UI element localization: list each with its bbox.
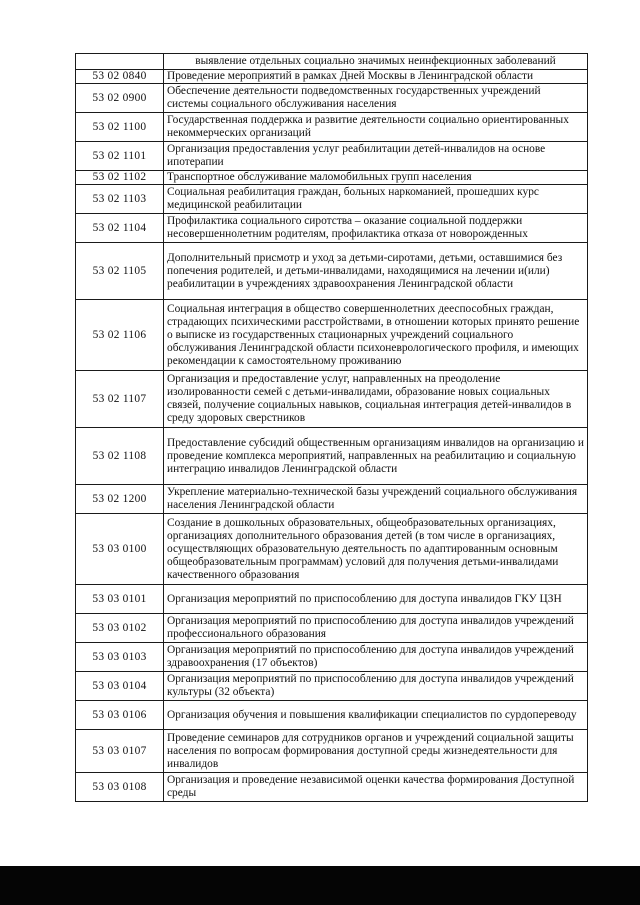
row-code: 53 02 1105 [76, 243, 164, 300]
table-row [76, 214, 588, 243]
row-code: 53 02 1100 [76, 113, 164, 142]
row-code: 53 02 1106 [76, 300, 164, 371]
row-code: 53 02 1107 [76, 371, 164, 428]
table-row [76, 614, 588, 643]
row-description: Организация предоставления услуг реабилитации детей-инвалидов на основе ипотерапии [164, 142, 588, 171]
row-description: Организация мероприятий по приспособлению для доступа инвалидов учреждений профессионального образования [164, 614, 588, 643]
table-row [76, 243, 588, 300]
table-row [76, 84, 588, 113]
row-description: Создание в дошкольных образовательных, общеобразовательных организациях, организациях дополнительного образования детей (в том числе в организациях, осуществляющих образовательную деятельность по адаптированным основным общеобразовательным программам) условий для получения детьми-инвалидами качественного образования [164, 514, 588, 585]
row-description: Дополнительный присмотр и уход за детьми-сиротами, детьми, оставшимися без попечения родителей, и детьми-инвалидами, находящимися на лечении и(или) реабилитации в учреждениях здравоохранения Ленинградской области [164, 243, 588, 300]
row-description: Организация и предоставление услуг, направленных на преодоление изолированности семей с детьми-инвалидами, образование новых социальных связей, получение социальных навыков, социальная интеграция детей-инвалидов в среду здоровых сверстников [164, 371, 588, 428]
row-code: 53 03 0106 [76, 701, 164, 730]
table-row [76, 672, 588, 701]
table-row [76, 300, 588, 371]
row-description: Социальная реабилитация граждан, больных наркоманией, прошедших курс медицинской реабилитации [164, 185, 588, 214]
table-row [76, 70, 588, 84]
table-row [76, 514, 588, 585]
row-description: Организация и проведение независимой оценки качества формирования Доступной среды [164, 773, 588, 802]
row-description: Организация мероприятий по приспособлению для доступа инвалидов ГКУ ЦЗН [164, 585, 588, 614]
row-code: 53 02 1102 [76, 171, 164, 185]
row-description: Государственная поддержка и развитие деятельности социально ориентированных некоммерческих организаций [164, 113, 588, 142]
budget-classification-table [75, 53, 588, 802]
row-description: Укрепление материально-технической базы учреждений социального обслуживания населения Ленинградской области [164, 485, 588, 514]
table-row [76, 730, 588, 773]
table-row [76, 185, 588, 214]
row-code: 53 02 1103 [76, 185, 164, 214]
table-row [76, 485, 588, 514]
row-code: 53 03 0100 [76, 514, 164, 585]
table-row [76, 701, 588, 730]
table-row [76, 773, 588, 802]
row-description: Проведение семинаров для сотрудников органов и учреждений социальной защиты населения по вопросам формирования доступной среды жизнедеятельности для инвалидов [164, 730, 588, 773]
row-description: Организация обучения и повышения квалификации специалистов по сурдопереводу [164, 701, 588, 730]
row-code: 53 03 0101 [76, 585, 164, 614]
table-row [76, 171, 588, 185]
row-code: 53 03 0102 [76, 614, 164, 643]
row-code: 53 03 0108 [76, 773, 164, 802]
row-description: Организация мероприятий по приспособлению для доступа инвалидов учреждений культуры (32 объекта) [164, 672, 588, 701]
row-description: Организация мероприятий по приспособлению для доступа инвалидов учреждений здравоохранения (17 объектов) [164, 643, 588, 672]
table-row [76, 113, 588, 142]
row-description: Обеспечение деятельности подведомственных государственных учреждений системы социального обслуживания населения [164, 84, 588, 113]
table-row [76, 643, 588, 672]
row-code: 53 02 0840 [76, 70, 164, 84]
row-code: 53 02 1108 [76, 428, 164, 485]
row-code: 53 02 1200 [76, 485, 164, 514]
row-description: Предоставление субсидий общественным организациям инвалидов на организацию и проведение комплекса мероприятий, направленных на реабилитацию и социальную интеграцию инвалидов Ленинградской области [164, 428, 588, 485]
row-code: 53 03 0107 [76, 730, 164, 773]
row-code [76, 54, 164, 70]
scan-edge-band [0, 866, 640, 905]
row-code: 53 03 0103 [76, 643, 164, 672]
row-code: 53 02 1104 [76, 214, 164, 243]
table-row [76, 428, 588, 485]
row-description: выявление отдельных социально значимых неинфекционных заболеваний [164, 54, 588, 70]
row-description: Проведение мероприятий в рамках Дней Москвы в Ленинградской области [164, 70, 588, 84]
row-code: 53 02 0900 [76, 84, 164, 113]
row-code: 53 02 1101 [76, 142, 164, 171]
table-row [76, 585, 588, 614]
row-description: Социальная интеграция в общество совершеннолетних дееспособных граждан, страдающих психическими расстройствами, в отношении которых принято решение о выписке из государственных стационарных учреждений социального обслуживания Ленинградской области психоневрологического профиля, и имеющих рекомендации к самостоятельному проживанию [164, 300, 588, 371]
table-row [76, 142, 588, 171]
table-row [76, 371, 588, 428]
row-description: Профилактика социального сиротства – оказание социальной поддержки несовершеннолетним родителям, профилактика отказа от новорожденных [164, 214, 588, 243]
table-row [76, 54, 588, 70]
row-code: 53 03 0104 [76, 672, 164, 701]
row-description: Транспортное обслуживание маломобильных групп населения [164, 171, 588, 185]
